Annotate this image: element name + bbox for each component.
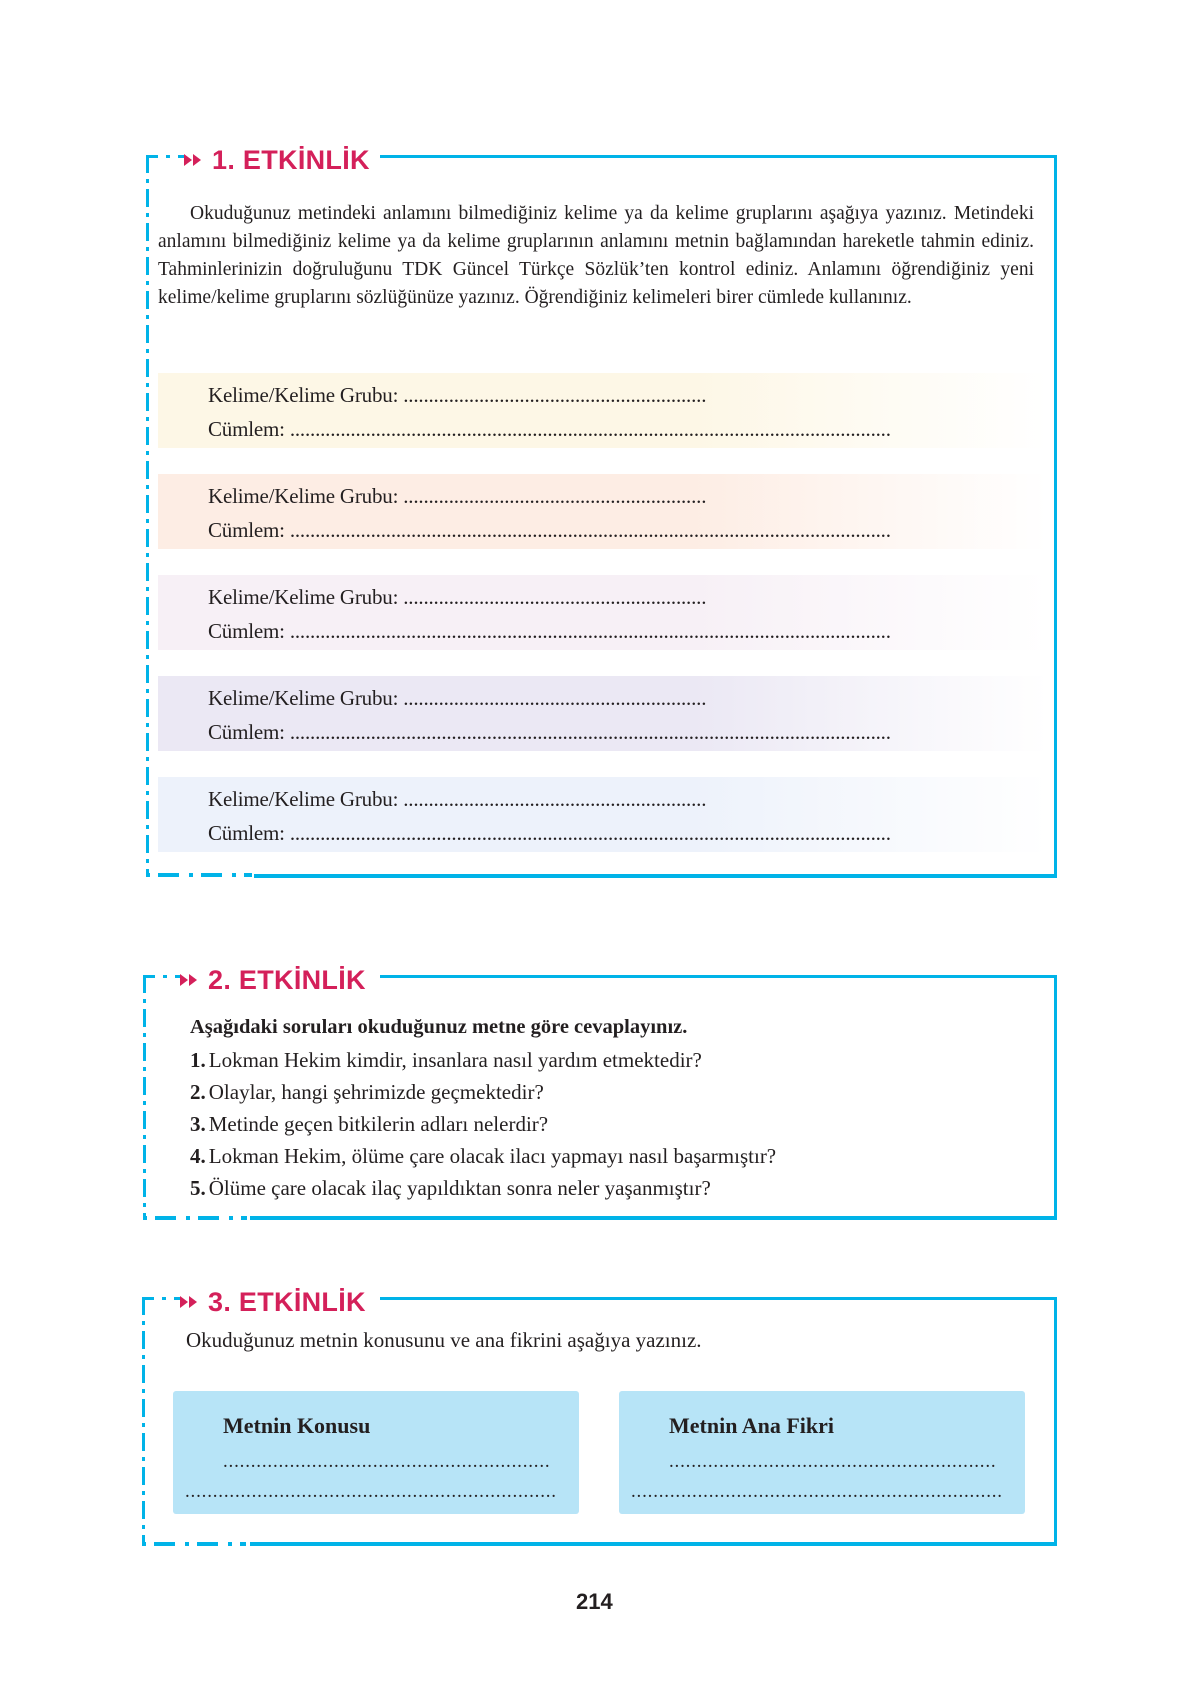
word-field[interactable]: Kelime/Kelime Grubu: ............................................................ xyxy=(208,686,707,710)
sentence-field[interactable]: Cümlem: ....................................................................................................................... xyxy=(208,518,891,542)
solid-border xyxy=(380,1297,1057,1300)
question-number: 1. xyxy=(190,1048,206,1072)
dashed-border xyxy=(143,1216,247,1220)
dashed-border xyxy=(143,975,146,1218)
activity-1-title xyxy=(184,142,372,176)
question-item xyxy=(190,1112,548,1137)
double-arrow-icon xyxy=(184,142,202,173)
activity-3-title xyxy=(180,1284,368,1318)
activity-1-instructions: Okuduğunuz metindeki anlamını bilmediğiniz kelime ya da kelime gruplarını aşağıya yazınız. Metindeki anlamını bilmediğiniz kelime ya da kelime gruplarının anlamını metnin bağlamından hareketle tahmin ediniz. Tahminlerinizin doğruluğunu TDK Güncel Türkçe Sözlük’ten kontrol ediniz. Anlamını öğrendiğiniz yeni kelime/kelime gruplarını sözlüğünüze yazınız. Öğrendiğiniz kelimeleri birer cümlede kullanınız. xyxy=(158,203,1034,308)
title-text: 3. ETKİNLİK xyxy=(208,1287,366,1317)
solid-border xyxy=(254,874,1057,878)
question-text: Ölüme çare olacak ilaç yapıldıktan sonra neler yaşanmıştır? xyxy=(208,1176,711,1200)
dashed-border xyxy=(146,873,252,877)
word-field[interactable]: Kelime/Kelime Grubu: ............................................................ xyxy=(208,585,707,609)
card-title: Metnin Konusu xyxy=(223,1413,371,1438)
title-text: 2. ETKİNLİK xyxy=(208,965,366,995)
entry-band xyxy=(158,575,1048,650)
entry-band xyxy=(158,474,1048,549)
question-item xyxy=(190,1144,776,1169)
sentence-field[interactable]: Cümlem: ....................................................................................................................... xyxy=(208,821,891,845)
solid-border xyxy=(380,155,1057,158)
question-item xyxy=(190,1176,711,1201)
title-text: 1. ETKİNLİK xyxy=(212,145,370,175)
dashed-border xyxy=(142,1297,182,1300)
card-title: Metnin Ana Fikri xyxy=(669,1413,835,1438)
dashed-border xyxy=(142,1542,246,1546)
question-number: 5. xyxy=(190,1176,206,1200)
question-text: Olaylar, hangi şehrimizde geçmektedir? xyxy=(208,1080,544,1104)
solid-border xyxy=(1054,1297,1057,1546)
question-number: 3. xyxy=(190,1112,206,1136)
question-number: 2. xyxy=(190,1080,206,1104)
dashed-border xyxy=(146,155,186,158)
answer-line[interactable]: ................................................................... xyxy=(185,1481,557,1502)
page-number: 214 xyxy=(576,1589,613,1614)
question-number: 4. xyxy=(190,1144,206,1168)
solid-border xyxy=(380,975,1057,978)
entry-band xyxy=(158,373,1048,448)
question-item xyxy=(190,1080,544,1105)
double-arrow-icon xyxy=(180,962,198,993)
solid-border xyxy=(1054,975,1057,1219)
word-field[interactable]: Kelime/Kelime Grubu: ............................................................ xyxy=(208,484,707,508)
dashed-border xyxy=(146,155,149,875)
sentence-field[interactable]: Cümlem: ....................................................................................................................... xyxy=(208,619,891,643)
main-idea-card xyxy=(619,1391,1025,1514)
double-arrow-icon xyxy=(180,1284,198,1315)
question-text: Lokman Hekim kimdir, insanlara nasıl yardım etmektedir? xyxy=(208,1048,702,1072)
question-text: Lokman Hekim, ölüme çare olacak ilacı yapmayı nasıl başarmıştır? xyxy=(208,1144,777,1168)
questions-heading: Aşağıdaki soruları okuduğunuz metne göre cevaplayınız. xyxy=(190,1016,688,1038)
question-text: Metinde geçen bitkilerin adları nelerdir? xyxy=(208,1112,549,1136)
sentence-field[interactable]: Cümlem: ....................................................................................................................... xyxy=(208,720,891,744)
answer-line[interactable]: ........................................................... xyxy=(669,1451,997,1472)
word-field[interactable]: Kelime/Kelime Grubu: ............................................................ xyxy=(208,787,707,811)
entry-band xyxy=(158,676,1048,751)
sentence-field[interactable]: Cümlem: ....................................................................................................................... xyxy=(208,417,891,441)
activity-3-instructions: Okuduğunuz metnin konusunu ve ana fikrini aşağıya yazınız. xyxy=(186,1328,702,1352)
dashed-border xyxy=(142,1297,145,1544)
entry-band xyxy=(158,777,1048,852)
solid-border xyxy=(250,1542,1057,1546)
answer-line[interactable]: ........................................................... xyxy=(223,1451,551,1472)
answer-line[interactable]: ................................................................... xyxy=(631,1481,1003,1502)
word-field[interactable]: Kelime/Kelime Grubu: ............................................................ xyxy=(208,383,707,407)
solid-border xyxy=(250,1216,1057,1220)
dashed-border xyxy=(143,975,183,978)
solid-border xyxy=(1054,155,1057,877)
topic-card xyxy=(173,1391,579,1514)
activity-2-title xyxy=(180,962,368,996)
question-item xyxy=(190,1048,702,1073)
